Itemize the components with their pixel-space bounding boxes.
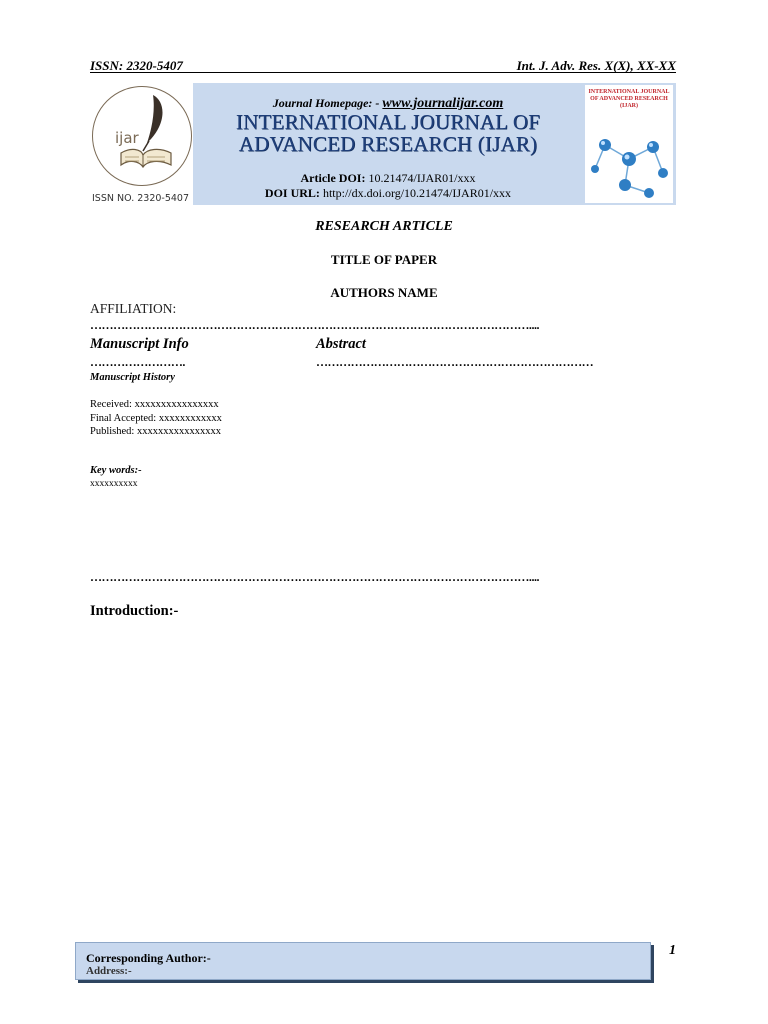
journal-logo <box>92 86 192 186</box>
introduction-heading: Introduction:- <box>90 603 179 619</box>
authors-name: AUTHORS NAME <box>330 285 438 300</box>
dotted-separator-top: …………………………………………………………………………………………………….... <box>90 318 540 332</box>
corresponding-author: Corresponding Author:- <box>86 951 211 965</box>
address: Address:- <box>86 965 132 977</box>
article-doi <box>193 171 583 186</box>
final-accepted-date: Final Accepted: xxxxxxxxxxxx <box>90 412 222 424</box>
doi-url <box>193 186 583 201</box>
manuscript-history-heading: Manuscript History <box>90 372 175 383</box>
keywords-heading: Key words:- <box>90 465 142 476</box>
dotted-separator-abstract: ……………………………………………………………… <box>316 355 594 369</box>
journal-cover-image <box>585 85 673 203</box>
article-doi-label: Article DOI: <box>300 171 366 185</box>
abstract-heading: Abstract <box>316 336 366 352</box>
journal-title-line2: ADVANCED RESEARCH (IJAR) <box>238 132 538 156</box>
journal-title-line1: INTERNATIONAL JOURNAL OF <box>235 110 541 134</box>
page-number: 1 <box>669 943 676 958</box>
cover-title: INTERNATIONAL JOURNAL OF ADVANCED RESEARCH (IJAR) <box>588 89 670 109</box>
journal-banner <box>90 83 676 205</box>
homepage-label: Journal Homepage: - <box>272 96 380 110</box>
journal-title <box>193 111 583 155</box>
published-date: Published: xxxxxxxxxxxxxxxx <box>90 426 221 437</box>
doi-block <box>193 171 583 201</box>
header-rule <box>90 72 676 73</box>
dotted-separator-info: ……………………. <box>90 355 185 369</box>
keywords-value: xxxxxxxxxx <box>90 479 138 489</box>
header-issn: ISSN: 2320-5407 <box>90 58 183 73</box>
article-doi-value[interactable]: 10.21474/IJAR01/xxx <box>368 171 476 185</box>
doi-url-value[interactable]: http://dx.doi.org/10.21474/IJAR01/xxx <box>322 186 512 200</box>
manuscript-history <box>90 398 222 439</box>
quill-book-icon <box>93 87 191 185</box>
dotted-separator-bottom: …………………………………………………………………………………………………….... <box>90 570 540 584</box>
logo-text: ijar <box>115 129 139 147</box>
affiliation: AFFILIATION: <box>90 301 177 316</box>
paper-title: TITLE OF PAPER <box>330 252 438 267</box>
homepage-link[interactable]: www.journalijar.com <box>382 96 504 111</box>
journal-logo-box <box>90 83 193 205</box>
received-date: Received: xxxxxxxxxxxxxxxx <box>90 399 219 410</box>
doi-url-label: DOI URL: <box>264 186 320 200</box>
article-type: RESEARCH ARTICLE <box>315 219 453 234</box>
logo-issn: ISSN NO. 2320-5407 <box>92 193 190 204</box>
corresponding-author-box <box>75 942 651 980</box>
header-citation: Int. J. Adv. Res. X(X), XX-XX <box>516 58 676 73</box>
manuscript-info-heading: Manuscript Info <box>90 336 189 352</box>
